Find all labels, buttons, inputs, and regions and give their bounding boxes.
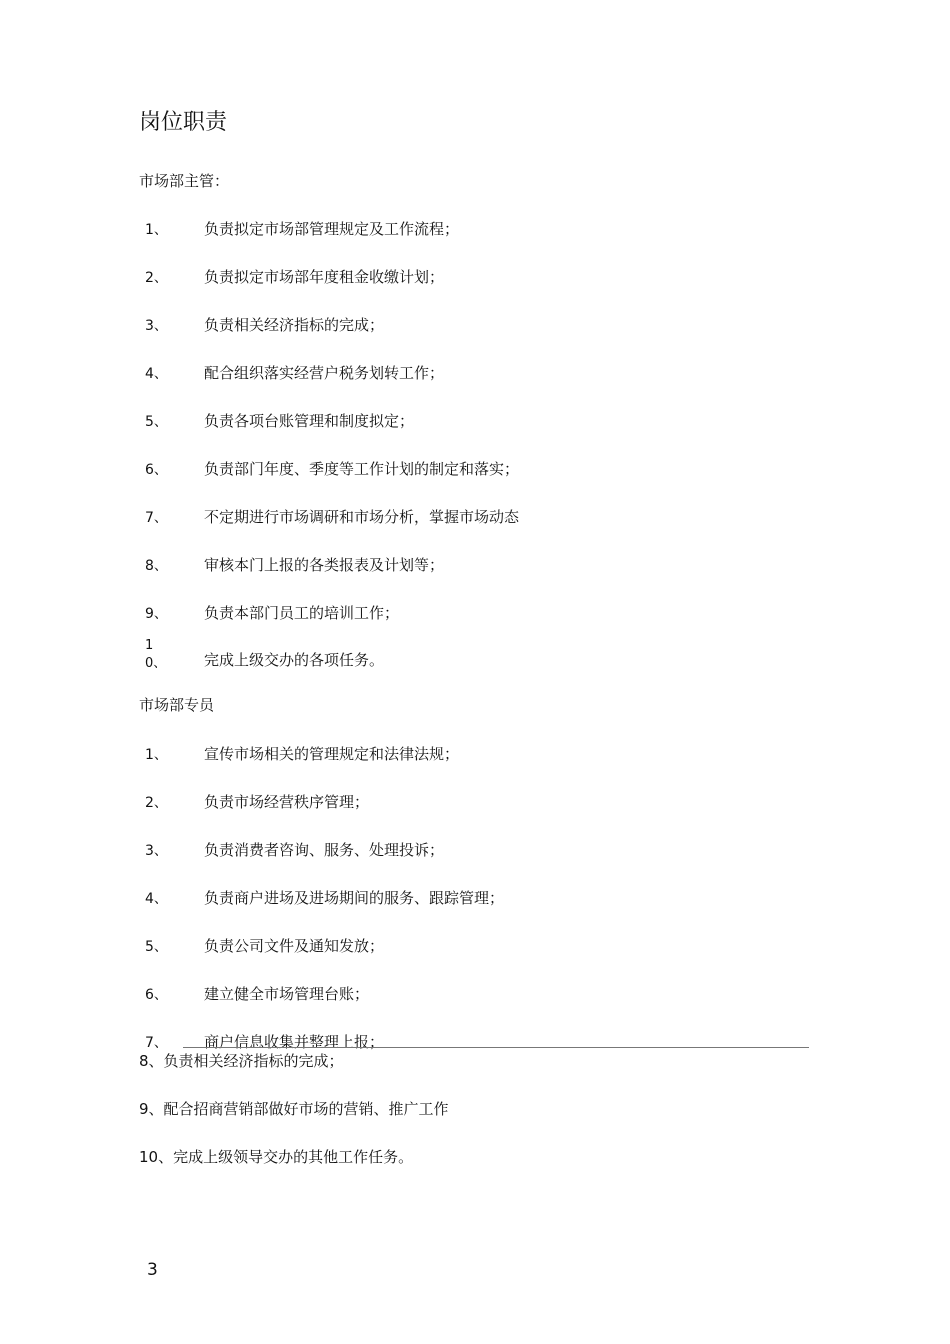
item-text: 负责公司文件及通知发放； [204,937,385,955]
list-item [145,554,444,577]
item-text: 负责拟定市场部年度租金收缴计划； [204,268,445,286]
item-number: 1、 [145,222,168,238]
item-number: 9、 [145,606,168,622]
list-item [145,983,369,1006]
page-number: 3 [147,1260,158,1280]
list-item [145,839,444,862]
item-text: 负责相关经济指标的完成； [204,316,385,334]
item-number: 3、 [145,843,168,859]
list-item [145,791,369,814]
item-text: 负责市场经营秩序管理； [204,793,370,811]
item-number: 2、 [145,270,168,286]
list-item: 9、配合招商营销部做好市场的营销、推广工作 [139,1100,449,1118]
horizontal-rule [183,1047,809,1048]
item-text: 完成上级交办的各项任务。 [204,651,385,669]
list-item [145,362,444,385]
item-text: 负责商户进场及进场期间的服务、跟踪管理； [204,889,505,907]
section-heading-manager: 市场部主管： [139,172,230,190]
item-number: 4、 [145,891,168,907]
item-number: 7、 [145,510,168,526]
item-number: 5、 [145,939,168,955]
list-item [145,266,444,289]
list-item [145,314,384,337]
list-item [145,887,504,910]
list-item [145,743,459,766]
item-number: 3、 [145,318,168,334]
list-item [145,935,384,958]
list-item [145,410,414,433]
item-number: 6、 [145,462,168,478]
section-heading-specialist: 市场部专员 [139,696,215,714]
item-text: 负责部门年度、季度等工作计划的制定和落实； [204,460,520,478]
item-text: 负责消费者咨询、服务、处理投诉； [204,841,445,859]
list-item [145,602,399,625]
list-item [145,506,519,529]
item-text: 不定期进行市场调研和市场分析，掌握市场动态 [204,508,520,526]
item-number-top: 1 [145,638,154,653]
item-text: 负责本部门员工的培训工作； [204,604,400,622]
item-number: 8、 [145,558,168,574]
item-text: 宣传市场相关的管理规定和法律法规； [204,745,460,763]
item-text: 商户信息收集并整理上报； [204,1033,385,1051]
item-text: 负责拟定市场部管理规定及工作流程； [204,220,460,238]
item-number: 6、 [145,987,168,1003]
item-number-bottom: 0、 [145,656,167,671]
item-number: 7、 [145,1035,168,1051]
list-item: 8、负责相关经济指标的完成； [139,1052,344,1070]
item-text: 配合组织落实经营户税务划转工作； [204,364,445,382]
item-text: 建立健全市场管理台账； [204,985,370,1003]
item-number: 1、 [145,747,168,763]
item-number: 5、 [145,414,168,430]
item-number: 2、 [145,795,168,811]
page-title: 岗位职责 [139,110,228,135]
item-text: 负责各项台账管理和制度拟定； [204,412,415,430]
item-text: 审核本门上报的各类报表及计划等； [204,556,445,574]
item-number: 4、 [145,366,168,382]
list-item [145,218,459,241]
list-item [145,458,519,481]
list-item: 10、完成上级领导交办的其他工作任务。 [139,1148,414,1166]
